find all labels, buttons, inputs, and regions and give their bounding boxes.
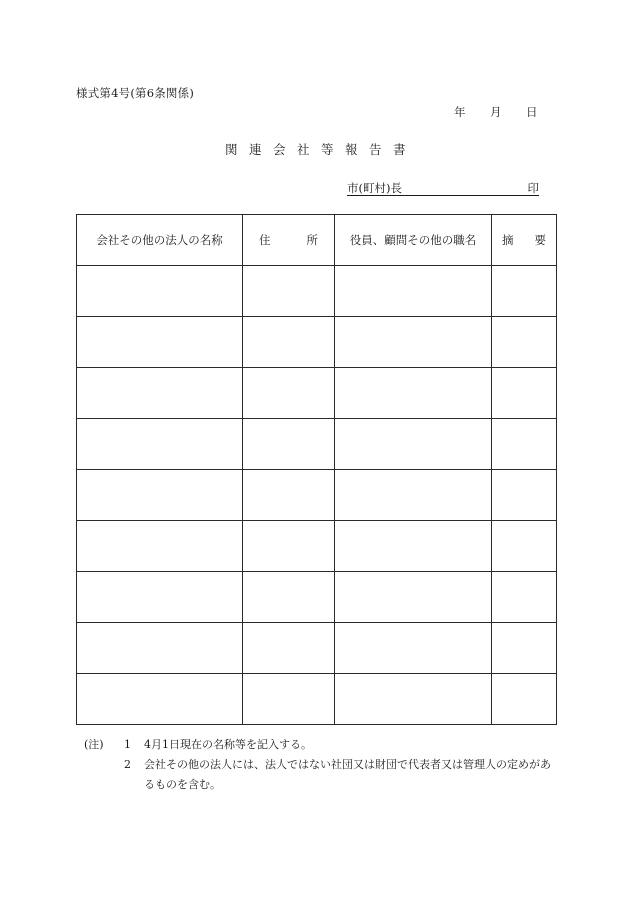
- addressee-line: [347, 180, 539, 196]
- notes-section: [84, 735, 554, 795]
- table-row: [77, 623, 557, 674]
- table-row: [77, 470, 557, 521]
- table-row: [77, 368, 557, 419]
- company-name-cell[interactable]: [77, 470, 243, 521]
- summary-cell[interactable]: [492, 368, 557, 419]
- company-name-cell[interactable]: [77, 521, 243, 572]
- addressee-label: 市(町村)長: [347, 181, 402, 195]
- note-item-2: [84, 755, 554, 795]
- note-text-1: 4月1日現在の名称等を記入する。: [144, 738, 312, 751]
- header-position: 役員、顧問その他の職名: [335, 215, 492, 266]
- address-cell[interactable]: [243, 317, 335, 368]
- address-cell[interactable]: [243, 521, 335, 572]
- position-cell[interactable]: [335, 368, 492, 419]
- summary-cell[interactable]: [492, 572, 557, 623]
- summary-cell[interactable]: [492, 623, 557, 674]
- company-name-cell[interactable]: [77, 266, 243, 317]
- company-name-cell[interactable]: [77, 419, 243, 470]
- table-header-row: [77, 215, 557, 266]
- note-item-1: [84, 735, 554, 755]
- date-day-label: 日: [526, 105, 538, 119]
- address-cell[interactable]: [243, 623, 335, 674]
- date-year-label: 年: [454, 105, 466, 119]
- address-cell[interactable]: [243, 368, 335, 419]
- note-text-2: 会社その他の法人には、法人ではない社団又は財団で代表者又は管理人の定めがあるものを含む。: [144, 758, 551, 791]
- position-cell[interactable]: [335, 623, 492, 674]
- address-cell[interactable]: [243, 419, 335, 470]
- note-number-2: 2: [124, 758, 131, 771]
- position-cell[interactable]: [335, 470, 492, 521]
- document-title: 関連会社等報告書: [225, 142, 418, 157]
- position-cell[interactable]: [335, 266, 492, 317]
- company-name-cell[interactable]: [77, 368, 243, 419]
- company-name-cell[interactable]: [77, 572, 243, 623]
- table-row: [77, 674, 557, 725]
- note-prefix: (注): [84, 738, 104, 751]
- company-name-cell[interactable]: [77, 674, 243, 725]
- company-name-cell[interactable]: [77, 623, 243, 674]
- related-company-table: [76, 214, 557, 725]
- note-number-1: 1: [124, 738, 131, 751]
- summary-cell[interactable]: [492, 674, 557, 725]
- header-summary: [492, 215, 557, 266]
- address-cell[interactable]: [243, 266, 335, 317]
- position-cell[interactable]: [335, 674, 492, 725]
- position-cell[interactable]: [335, 572, 492, 623]
- seal-label: 印: [527, 181, 539, 195]
- address-cell[interactable]: [243, 470, 335, 521]
- form-number: 様式第4号(第6条関係): [76, 86, 195, 100]
- header-address-part1: 住: [259, 233, 271, 247]
- date-line: [454, 104, 538, 120]
- table-body: [77, 266, 557, 725]
- summary-cell[interactable]: [492, 521, 557, 572]
- header-summary-part1: 摘: [502, 233, 514, 247]
- date-month-label: 月: [490, 105, 502, 119]
- header-summary-part2: 要: [534, 233, 546, 247]
- table-row: [77, 266, 557, 317]
- position-cell[interactable]: [335, 317, 492, 368]
- table-row: [77, 521, 557, 572]
- address-cell[interactable]: [243, 572, 335, 623]
- header-address: [243, 215, 335, 266]
- header-company-name: 会社その他の法人の名称: [77, 215, 243, 266]
- position-cell[interactable]: [335, 521, 492, 572]
- position-cell[interactable]: [335, 419, 492, 470]
- header-address-part2: 所: [306, 233, 318, 247]
- summary-cell[interactable]: [492, 317, 557, 368]
- address-cell[interactable]: [243, 674, 335, 725]
- summary-cell[interactable]: [492, 266, 557, 317]
- table-row: [77, 419, 557, 470]
- table-row: [77, 572, 557, 623]
- summary-cell[interactable]: [492, 470, 557, 521]
- summary-cell[interactable]: [492, 419, 557, 470]
- table-row: [77, 317, 557, 368]
- company-name-cell[interactable]: [77, 317, 243, 368]
